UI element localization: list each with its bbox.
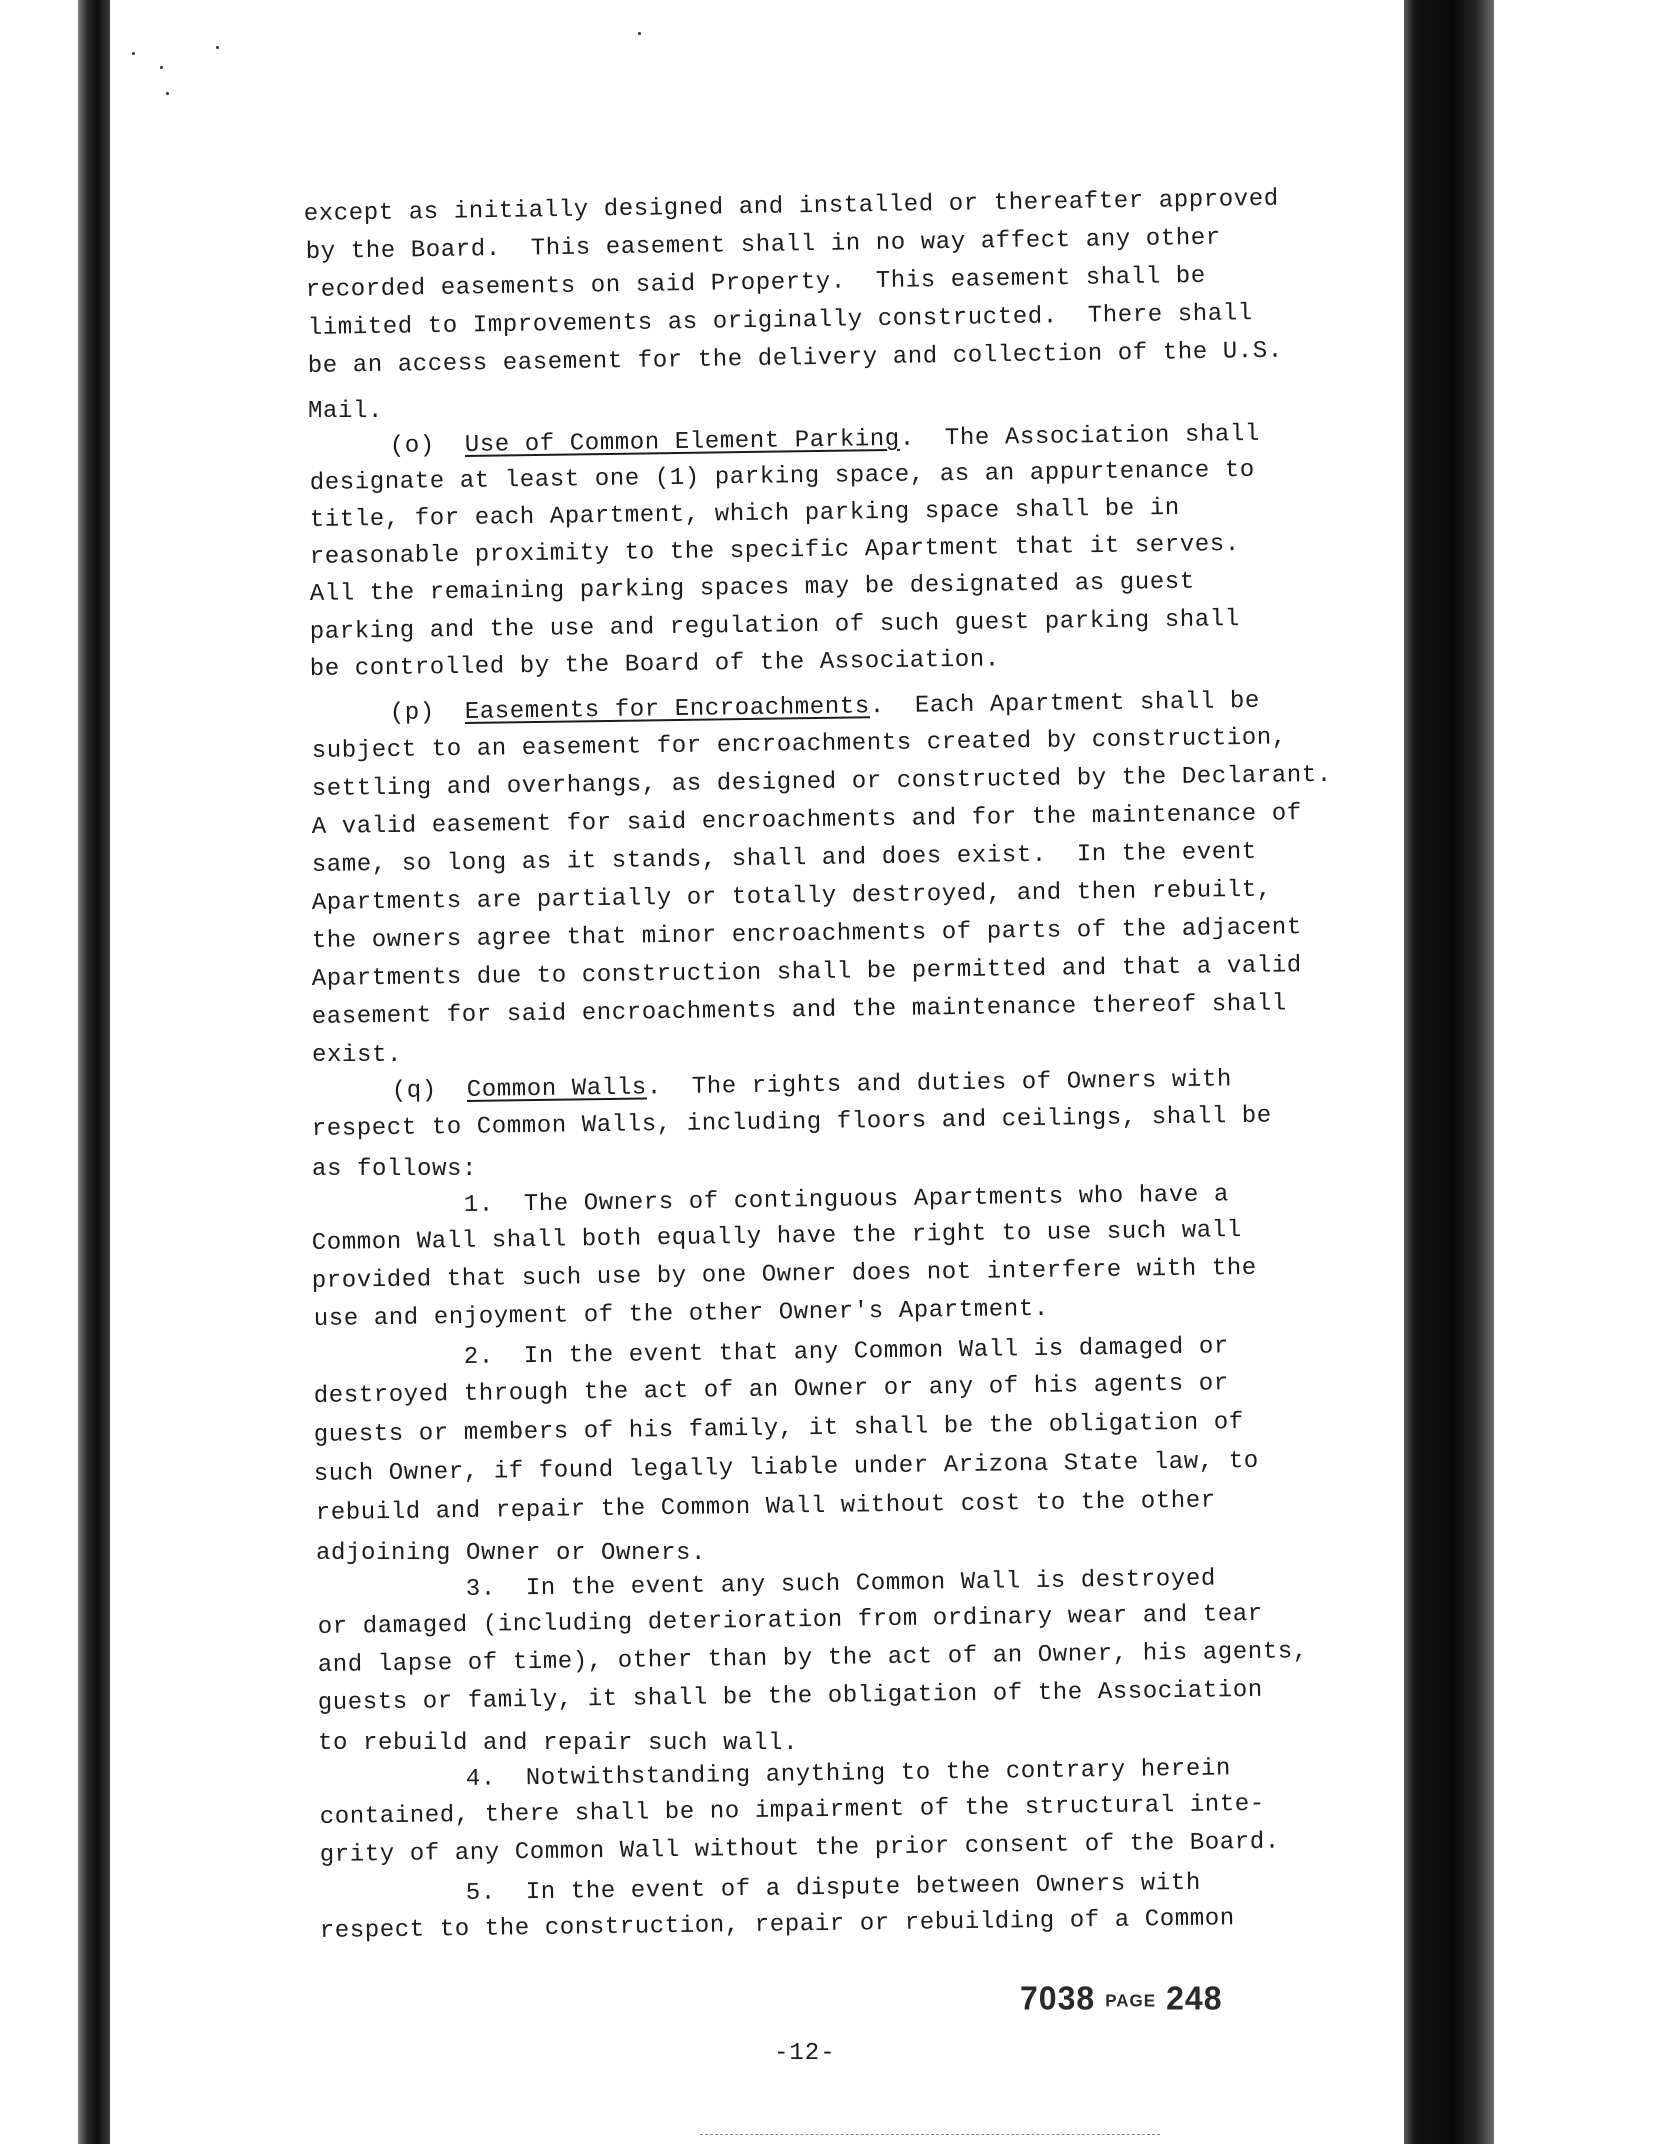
list-item-number: 3.	[465, 1575, 496, 1604]
scan-speck	[160, 66, 163, 69]
list-item-text: Notwithstanding anything to the contrary herein	[525, 1755, 1232, 1793]
body-line: by the Board. This easement shall in no way affect any other	[305, 224, 1222, 267]
list-item-text: In the event of a dispute between Owners with	[525, 1869, 1202, 1907]
section-p-heading: Easements for Encroachments	[464, 693, 871, 726]
scan-speck	[638, 32, 641, 35]
body-line: rebuild and repair the Common Wall without cost to the other	[315, 1487, 1217, 1528]
body-line: be controlled by the Board of the Association.	[309, 646, 1001, 684]
body-line: destroyed through the act of an Owner or any of his agents or	[313, 1370, 1230, 1411]
bottom-edge-rule	[700, 2134, 1160, 2135]
body-line: use and enjoyment of the other Owner's Apartment.	[313, 1295, 1050, 1334]
body-line: guests or family, it shall be the obligation of the Association	[317, 1676, 1264, 1718]
stamp-docket: 7038	[1020, 1979, 1096, 2017]
body-line: the owners agree that minor encroachments of parts of the adjacent	[311, 914, 1303, 956]
body-line: All the remaining parking spaces may be designated as guest	[309, 568, 1196, 609]
body-line: limited to Improvements as originally constructed. There shall	[307, 300, 1254, 343]
body-line: title, for each Apartment, which parking space shall be in	[309, 494, 1181, 535]
scan-left-edge	[78, 0, 110, 2144]
body-line: same, so long as it stands, shall and does exist. In the event	[311, 838, 1258, 880]
body-line: provided that such use by one Owner does not interfere with the	[311, 1254, 1258, 1296]
section-q-first-line-rest: . The rights and duties of Owners with	[646, 1066, 1233, 1102]
recording-stamp	[1020, 1979, 1223, 2018]
body-line: contained, there shall be no impairment of the structural inte-	[319, 1790, 1266, 1832]
stamp-page-abbrev: PAGE	[1105, 1990, 1157, 2011]
scan-right-edge	[1404, 0, 1494, 2144]
scan-speck	[132, 52, 135, 55]
page-number: -12-	[774, 2040, 836, 2067]
body-line: settling and overhangs, as designed or constructed by the Declarant.	[311, 761, 1333, 804]
body-line: A valid easement for said encroachments and for the maintenance of	[311, 800, 1303, 842]
body-line: or damaged (including deterioration from ordinary wear and tear	[317, 1600, 1264, 1642]
body-line: exist.	[312, 1042, 403, 1069]
section-o-heading: Use of Common Element Parking	[464, 425, 901, 459]
scan-right-margin	[1494, 0, 1664, 2144]
body-line: grity of any Common Wall without the prior consent of the Board.	[319, 1828, 1281, 1870]
section-q-heading: Common Walls	[466, 1074, 648, 1104]
body-line: reasonable proximity to the specific Apartment that it serves.	[309, 531, 1241, 572]
section-o-first-line-rest: . The Association shall	[899, 420, 1261, 453]
list-item-number: 5.	[465, 1879, 496, 1908]
body-line: Common Wall shall both equally have the right to use such wall	[311, 1217, 1243, 1258]
body-line: guests or members of his family, it shall be the obligation of	[313, 1409, 1245, 1450]
body-line: respect to Common Walls, including floors and ceilings, shall be	[311, 1102, 1273, 1144]
section-p-label: (p)	[389, 699, 435, 728]
list-item-number: 2.	[463, 1343, 494, 1372]
body-line: adjoining Owner or Owners.	[316, 1540, 707, 1567]
body-line: subject to an easement for encroachments created by construction,	[311, 724, 1288, 766]
body-line: be an access easement for the delivery and collection of the U.S.	[307, 337, 1284, 381]
list-item-number: 1.	[463, 1191, 494, 1220]
body-line: respect to the construction, repair or rebuilding of a Common	[319, 1905, 1236, 1946]
scan-speck	[216, 46, 219, 49]
body-line: designate at least one (1) parking space, as an appurtenance to	[309, 456, 1256, 498]
body-line: as follows:	[312, 1156, 478, 1183]
scan-speck	[166, 92, 169, 95]
list-item-text: In the event that any Common Wall is damaged or	[523, 1333, 1230, 1371]
body-line: such Owner, if found legally liable under Arizona State law, to	[313, 1447, 1260, 1489]
body-line: recorded easements on said Property. This easement shall be	[305, 262, 1207, 305]
list-item-number: 4.	[465, 1765, 496, 1794]
section-q-label: (q)	[391, 1077, 437, 1106]
body-line: to rebuild and repair such wall.	[318, 1730, 799, 1757]
body-line: easement for said encroachments and the maintenance thereof shall	[311, 990, 1288, 1032]
body-line: Apartments are partially or totally destroyed, and then rebuilt,	[311, 876, 1273, 918]
body-line: except as initially designed and installed or thereafter approved	[303, 185, 1280, 229]
body-line: and lapse of time), other than by the act of an Owner, his agents,	[317, 1638, 1309, 1680]
section-p-first-line-rest: . Each Apartment shall be	[869, 687, 1261, 721]
list-item-text: In the event any such Common Wall is destroyed	[525, 1565, 1217, 1603]
stamp-page: 248	[1166, 1979, 1223, 2017]
list-item-text: The Owners of continguous Apartments who have a	[523, 1181, 1230, 1219]
body-line: parking and the use and regulation of such guest parking shall	[309, 606, 1241, 647]
body-line: Mail.	[308, 398, 384, 425]
section-o-label: (o)	[389, 432, 435, 461]
body-line: Apartments due to construction shall be permitted and that a valid	[311, 952, 1303, 994]
